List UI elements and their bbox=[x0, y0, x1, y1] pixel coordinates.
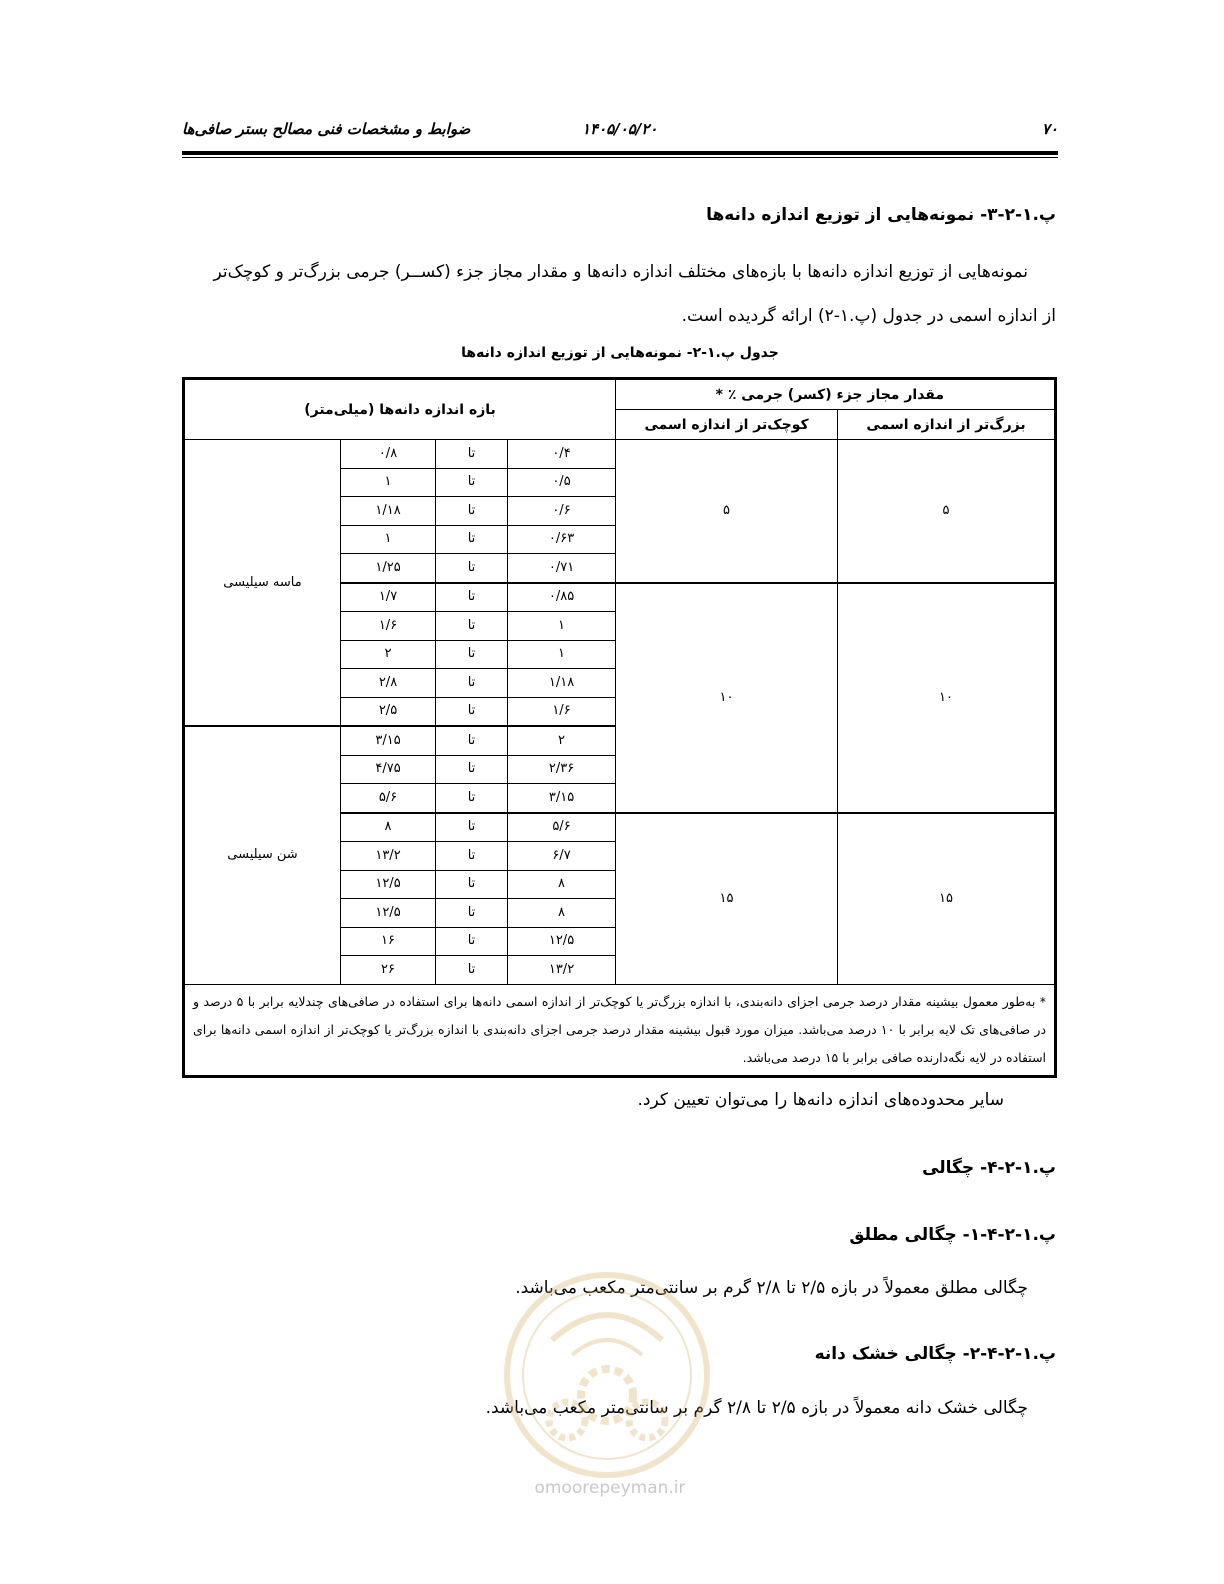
range-to-cell: ۲/۵ bbox=[341, 697, 436, 726]
range-to-cell: ۱/۲۵ bbox=[341, 554, 436, 583]
table-footnote: * به‌طور معمول بیشینه مقدار درصد جرمی اجزای دانه‌بندی، با اندازه بزرگ‌تر یا کوچک‌تر از اندازه اسمی دانه‌ها برای استفاده در صافی‌های چندلایه برابر با ۵ درصد و در صافی‌های تک لایه برابر با ۱۰ درصد می‌باشد. میزان مورد قبول بیشینه مقدار درصد جرمی اجزای دانه‌بندی با اندازه بزرگ‌تر یا کوچک‌تر از اندازه اسمی دانه‌ها برای استفاده در لایه نگه‌دارنده صافی برابر با ۱۵ درصد می‌باشد. bbox=[184, 984, 1056, 1076]
range-from-cell: ۰/۶۳ bbox=[508, 525, 616, 554]
range-to-cell: ۱۲/۵ bbox=[341, 870, 436, 899]
page-header bbox=[182, 120, 1058, 148]
table-row bbox=[184, 440, 1056, 469]
paragraph-line: چگالی مطلق معمولاً در بازه ۲/۵ تا ۲/۸ گرم بر سانتی‌متر مکعب می‌باشد. bbox=[515, 1278, 1028, 1298]
range-to-cell: ۱۲/۵ bbox=[341, 899, 436, 928]
table-body bbox=[184, 440, 1056, 985]
paragraph-line: سایر محدوده‌های اندازه دانه‌ها را می‌توان تعیین کرد. bbox=[637, 1090, 1004, 1110]
range-from-cell: ۸ bbox=[508, 870, 616, 899]
header-rule-thin bbox=[182, 157, 1058, 158]
larger-fraction-cell: ۱۰ bbox=[838, 583, 1056, 813]
range-to-cell: ۲/۸ bbox=[341, 669, 436, 698]
paragraph-line: نمونه‌هایی از توزیع اندازه دانه‌ها با بازه‌های مختلف اندازه دانه‌ها و مقدار مجاز جزء (کســر) جرمی بزرگ‌تر و کوچک‌تر bbox=[213, 262, 1028, 282]
material-cell: شن سیلیسی bbox=[184, 726, 341, 984]
range-to-cell: ۱۳/۲ bbox=[341, 842, 436, 871]
larger-fraction-cell: ۱۵ bbox=[838, 813, 1056, 985]
range-from-cell: ۰/۷۱ bbox=[508, 554, 616, 583]
range-from-cell: ۱ bbox=[508, 640, 616, 669]
range-connector-cell: تا bbox=[436, 468, 508, 497]
grain-size-table bbox=[182, 377, 1057, 1078]
range-connector-cell: تا bbox=[436, 927, 508, 956]
range-from-cell: ۱/۱۸ bbox=[508, 669, 616, 698]
range-from-cell: ۱/۶ bbox=[508, 697, 616, 726]
subsection-heading: پ.۱-۲-۴-۱- چگالی مطلق bbox=[849, 1225, 1056, 1245]
range-from-cell: ۱۲/۵ bbox=[508, 927, 616, 956]
range-connector-cell: تا bbox=[436, 899, 508, 928]
section-heading: پ.۱-۲-۳- نمونه‌هایی از توزیع اندازه دانه‌ها bbox=[706, 205, 1056, 225]
range-from-cell: ۲ bbox=[508, 726, 616, 755]
larger-fraction-cell: ۵ bbox=[838, 440, 1056, 583]
header-date: ۱۴۰۵/۰۵/۲۰ bbox=[582, 120, 658, 138]
range-to-cell: ۱/۶ bbox=[341, 612, 436, 641]
range-to-cell: ۲ bbox=[341, 640, 436, 669]
range-from-cell: ۸ bbox=[508, 899, 616, 928]
range-to-cell: ۱ bbox=[341, 525, 436, 554]
range-to-cell: ۳/۱۵ bbox=[341, 726, 436, 755]
table-caption: جدول پ.۱-۲- نمونه‌هایی از توزیع اندازه دانه‌ها bbox=[461, 345, 779, 361]
range-to-cell: ۵/۶ bbox=[341, 784, 436, 813]
range-from-cell: ۶/۷ bbox=[508, 842, 616, 871]
range-connector-cell: تا bbox=[436, 813, 508, 842]
range-from-cell: ۱۳/۲ bbox=[508, 956, 616, 985]
range-to-cell: ۰/۸ bbox=[341, 440, 436, 469]
range-to-cell: ۸ bbox=[341, 813, 436, 842]
paragraph-line: چگالی خشک دانه معمولاً در بازه ۲/۵ تا ۲/۸ گرم بر سانتی‌متر مکعب می‌باشد. bbox=[485, 1398, 1028, 1418]
paragraph-line: از اندازه اسمی در جدول (پ.۱-۲) ارائه گردیده است. bbox=[681, 306, 1056, 326]
header-rule-thick bbox=[182, 151, 1058, 155]
material-cell: ماسه سیلیسی bbox=[184, 440, 341, 727]
range-from-cell: ۰/۶ bbox=[508, 497, 616, 526]
range-connector-cell: تا bbox=[436, 697, 508, 726]
range-from-cell: ۱ bbox=[508, 612, 616, 641]
range-connector-cell: تا bbox=[436, 583, 508, 612]
smaller-fraction-cell: ۱۵ bbox=[616, 813, 838, 985]
range-connector-cell: تا bbox=[436, 440, 508, 469]
column-header-larger: بزرگ‌تر از اندازه اسمی bbox=[838, 410, 1056, 440]
range-connector-cell: تا bbox=[436, 956, 508, 985]
range-connector-cell: تا bbox=[436, 497, 508, 526]
range-connector-cell: تا bbox=[436, 870, 508, 899]
range-from-cell: ۳/۱۵ bbox=[508, 784, 616, 813]
column-header-fraction: مقدار مجاز جزء (کسر) جرمی ٪ * bbox=[616, 379, 1056, 410]
range-to-cell: ۱۶ bbox=[341, 927, 436, 956]
column-header-range: بازه اندازه دانه‌ها (میلی‌متر) bbox=[184, 379, 616, 440]
range-from-cell: ۰/۴ bbox=[508, 440, 616, 469]
subsection-heading: پ.۱-۲-۴-۲- چگالی خشک دانه bbox=[814, 1344, 1056, 1364]
range-connector-cell: تا bbox=[436, 784, 508, 813]
range-connector-cell: تا bbox=[436, 554, 508, 583]
range-to-cell: ۱/۱۸ bbox=[341, 497, 436, 526]
range-to-cell: ۱ bbox=[341, 468, 436, 497]
page-number: ۷۰ bbox=[1041, 120, 1058, 138]
range-to-cell: ۴/۷۵ bbox=[341, 755, 436, 784]
range-connector-cell: تا bbox=[436, 525, 508, 554]
range-connector-cell: تا bbox=[436, 726, 508, 755]
range-connector-cell: تا bbox=[436, 669, 508, 698]
smaller-fraction-cell: ۱۰ bbox=[616, 583, 838, 813]
range-to-cell: ۲۶ bbox=[341, 956, 436, 985]
range-to-cell: ۱/۷ bbox=[341, 583, 436, 612]
range-from-cell: ۰/۸۵ bbox=[508, 583, 616, 612]
table-header-row bbox=[184, 379, 1056, 410]
range-from-cell: ۰/۵ bbox=[508, 468, 616, 497]
watermark-text: omoorepeyman.ir bbox=[534, 1478, 686, 1498]
range-connector-cell: تا bbox=[436, 842, 508, 871]
seal-logo-icon bbox=[502, 1270, 712, 1480]
table-note-row bbox=[184, 984, 1056, 1076]
section-heading: پ.۱-۲-۴- چگالی bbox=[922, 1158, 1056, 1178]
column-header-smaller: کوچک‌تر از اندازه اسمی bbox=[616, 410, 838, 440]
range-connector-cell: تا bbox=[436, 640, 508, 669]
range-from-cell: ۲/۳۶ bbox=[508, 755, 616, 784]
range-connector-cell: تا bbox=[436, 612, 508, 641]
range-connector-cell: تا bbox=[436, 755, 508, 784]
range-from-cell: ۵/۶ bbox=[508, 813, 616, 842]
header-title: ضوابط و مشخصات فنی مصالح بستر صافی‌ها bbox=[182, 120, 471, 138]
smaller-fraction-cell: ۵ bbox=[616, 440, 838, 583]
